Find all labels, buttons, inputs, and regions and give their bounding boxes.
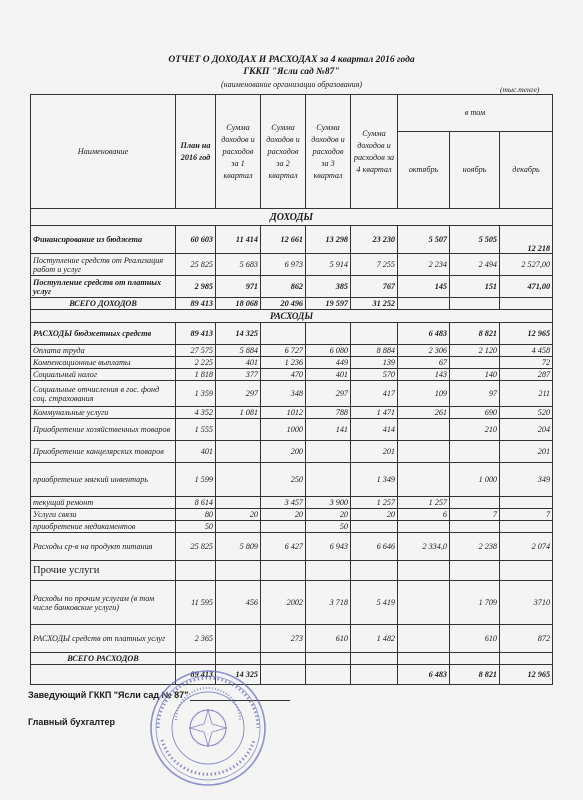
december-cell: 12 965 [500, 323, 553, 345]
december-cell: 201 [500, 441, 553, 463]
q3-cell [306, 665, 351, 685]
units-label: (тыс.тенге) [500, 85, 540, 94]
section-expenses: РАСХОДЫ [31, 310, 553, 323]
q2-cell: 250 [261, 463, 306, 497]
october-cell: 2 306 [398, 345, 450, 357]
q3-cell: 6 943 [306, 533, 351, 561]
q3-cell [306, 323, 351, 345]
december-cell: 7 [500, 509, 553, 521]
plan-cell: 89 413 [176, 665, 216, 685]
october-cell: 6 483 [398, 665, 450, 685]
q3-cell: 13 298 [306, 226, 351, 254]
q4-cell: 23 230 [351, 226, 398, 254]
q3-cell: 297 [306, 381, 351, 407]
q4-cell: 767 [351, 276, 398, 298]
october-cell: 109 [398, 381, 450, 407]
q1-cell: 14 325 [216, 323, 261, 345]
december-cell [500, 561, 553, 581]
q4-cell [351, 561, 398, 581]
q2-cell: 20 [261, 509, 306, 521]
november-cell: 1 000 [450, 463, 500, 497]
october-cell [398, 419, 450, 441]
october-cell [398, 625, 450, 653]
header-including: в том [398, 95, 553, 132]
december-cell: 4 458 [500, 345, 553, 357]
q4-cell: 1 482 [351, 625, 398, 653]
q2-cell: 2002 [261, 581, 306, 625]
plan-cell: 25 825 [176, 254, 216, 276]
november-cell: 690 [450, 407, 500, 419]
row-name-cell: Коммунальные услуги [31, 407, 176, 419]
december-cell [500, 521, 553, 533]
row-name-cell: Приобретение канцелярских товаров [31, 441, 176, 463]
october-cell: 145 [398, 276, 450, 298]
header-december: декабрь [500, 132, 553, 209]
november-cell: 8 821 [450, 323, 500, 345]
row-name-cell: Расходы по прочим услугам (в том числе банковские услуги) [31, 581, 176, 625]
q1-cell [216, 521, 261, 533]
q2-cell: 20 496 [261, 298, 306, 310]
november-cell [450, 497, 500, 509]
plan-cell: 2 985 [176, 276, 216, 298]
plan-cell: 2 225 [176, 357, 216, 369]
q4-cell: 139 [351, 357, 398, 369]
section-income: ДОХОДЫ [31, 209, 553, 226]
q2-cell: 470 [261, 369, 306, 381]
table-row [31, 254, 553, 276]
q2-cell: 3 457 [261, 497, 306, 509]
head-signature-label: Заведующий ГККП "Ясли сад № 87" [28, 690, 189, 700]
table-row [31, 419, 553, 441]
table-row [31, 226, 553, 254]
december-cell: 204 [500, 419, 553, 441]
report-title: ОТЧЕТ О ДОХОДАХ И РАСХОДАХ за 4 квартал 2016 года [168, 55, 415, 65]
plan-cell: 50 [176, 521, 216, 533]
q1-cell [216, 441, 261, 463]
table-row [31, 625, 553, 653]
table-row [31, 345, 553, 357]
q3-cell [306, 653, 351, 665]
income-expense-table [30, 94, 553, 685]
q4-cell: 31 252 [351, 298, 398, 310]
table-row [31, 357, 553, 369]
october-cell: 6 483 [398, 323, 450, 345]
table-row [31, 323, 553, 345]
row-name-cell: РАСХОДЫ бюджетных средств [31, 323, 176, 345]
q3-cell: 5 914 [306, 254, 351, 276]
december-cell: 12 218 [500, 226, 553, 254]
q4-cell: 417 [351, 381, 398, 407]
q3-cell: 3 900 [306, 497, 351, 509]
q2-cell: 6 427 [261, 533, 306, 561]
q2-cell [261, 653, 306, 665]
table-row [31, 509, 553, 521]
plan-cell [176, 653, 216, 665]
december-cell: 12 965 [500, 665, 553, 685]
row-name-cell: ВСЕГО РАСХОДОВ [31, 653, 176, 665]
row-name-cell: Социальный налог [31, 369, 176, 381]
plan-cell: 80 [176, 509, 216, 521]
q4-cell: 5 419 [351, 581, 398, 625]
q4-cell [351, 323, 398, 345]
october-cell: 2 334,0 [398, 533, 450, 561]
november-cell [450, 653, 500, 665]
october-cell [398, 441, 450, 463]
q4-cell: 7 255 [351, 254, 398, 276]
december-cell: 72 [500, 357, 553, 369]
table-row [31, 533, 553, 561]
november-cell: 151 [450, 276, 500, 298]
november-cell: 2 238 [450, 533, 500, 561]
q2-cell: 348 [261, 381, 306, 407]
december-cell: 287 [500, 369, 553, 381]
november-cell: 140 [450, 369, 500, 381]
q4-cell: 6 646 [351, 533, 398, 561]
october-cell: 143 [398, 369, 450, 381]
table-row [31, 521, 553, 533]
header-q4: Сумма доходов и расходов за 4 квартал [351, 95, 398, 209]
q2-cell: 12 661 [261, 226, 306, 254]
q4-cell [351, 521, 398, 533]
december-cell: 872 [500, 625, 553, 653]
december-cell: 520 [500, 407, 553, 419]
q1-cell: 14 325 [216, 665, 261, 685]
q4-cell: 414 [351, 419, 398, 441]
table-row [31, 463, 553, 497]
q3-cell [306, 561, 351, 581]
december-cell: 211 [500, 381, 553, 407]
q2-cell [261, 561, 306, 581]
row-name-cell: Поступление средств от Реализация работ и услуг [31, 254, 176, 276]
table-row [31, 407, 553, 419]
table-row [31, 561, 553, 581]
q4-cell: 201 [351, 441, 398, 463]
q1-cell: 11 414 [216, 226, 261, 254]
plan-cell: 27 575 [176, 345, 216, 357]
official-seal-icon [148, 668, 268, 788]
header-q3: Сумма доходов и расходов за 3 квартал [306, 95, 351, 209]
header-october: октябрь [398, 132, 450, 209]
december-cell: 349 [500, 463, 553, 497]
q2-cell: 200 [261, 441, 306, 463]
row-name-cell: Компенсационные выплаты [31, 357, 176, 369]
q4-cell: 8 884 [351, 345, 398, 357]
q2-cell: 273 [261, 625, 306, 653]
october-cell [398, 463, 450, 497]
plan-cell: 4 352 [176, 407, 216, 419]
q4-cell: 570 [351, 369, 398, 381]
table-row [31, 369, 553, 381]
q2-cell [261, 323, 306, 345]
q1-cell: 20 [216, 509, 261, 521]
table-row [31, 665, 553, 685]
q1-cell [216, 497, 261, 509]
q2-cell: 1012 [261, 407, 306, 419]
october-cell: 6 [398, 509, 450, 521]
plan-cell: 401 [176, 441, 216, 463]
november-cell: 97 [450, 381, 500, 407]
row-name-cell: Приобретение хозяйственных товаров [31, 419, 176, 441]
plan-cell: 1 818 [176, 369, 216, 381]
accountant-signature-label: Главный бухгалтер [28, 717, 116, 727]
november-cell: 1 709 [450, 581, 500, 625]
december-cell [500, 298, 553, 310]
row-name-cell: Прочие услуги [31, 561, 176, 581]
november-cell [450, 561, 500, 581]
row-name-cell: приобретение медикаментов [31, 521, 176, 533]
december-cell: 471,00 [500, 276, 553, 298]
q1-cell: 5 884 [216, 345, 261, 357]
q3-cell: 385 [306, 276, 351, 298]
q1-cell [216, 561, 261, 581]
q3-cell: 449 [306, 357, 351, 369]
q1-cell [216, 653, 261, 665]
q2-cell: 1000 [261, 419, 306, 441]
october-cell: 5 507 [398, 226, 450, 254]
plan-cell: 1 599 [176, 463, 216, 497]
row-name-cell: ВСЕГО ДОХОДОВ [31, 298, 176, 310]
november-cell [450, 521, 500, 533]
row-name-cell: текущий ремонт [31, 497, 176, 509]
q1-cell: 456 [216, 581, 261, 625]
november-cell [450, 441, 500, 463]
october-cell: 2 234 [398, 254, 450, 276]
q1-cell: 5 809 [216, 533, 261, 561]
october-cell [398, 561, 450, 581]
q3-cell: 401 [306, 369, 351, 381]
q3-cell: 141 [306, 419, 351, 441]
q1-cell: 18 068 [216, 298, 261, 310]
header-q2: Сумма доходов и расходов за 2 квартал [261, 95, 306, 209]
row-name-cell: Услуги связи [31, 509, 176, 521]
plan-cell: 11 595 [176, 581, 216, 625]
q4-cell: 1 257 [351, 497, 398, 509]
december-cell: 3710 [500, 581, 553, 625]
q3-cell: 50 [306, 521, 351, 533]
table-row [31, 581, 553, 625]
december-cell: 2 527,00 [500, 254, 553, 276]
q3-cell: 3 718 [306, 581, 351, 625]
plan-cell: 60 603 [176, 226, 216, 254]
table-row [31, 276, 553, 298]
q3-cell: 19 597 [306, 298, 351, 310]
header-november: ноябрь [450, 132, 500, 209]
november-cell: 610 [450, 625, 500, 653]
organization-caption: (наименование организации образования) [220, 80, 363, 89]
q4-cell [351, 653, 398, 665]
row-name-cell: Расходы ср-в на продукт питания [31, 533, 176, 561]
header-q1: Сумма доходов и расходов за 1 квартал [216, 95, 261, 209]
q1-cell: 5 683 [216, 254, 261, 276]
q1-cell [216, 419, 261, 441]
table-row [31, 497, 553, 509]
q4-cell: 1 471 [351, 407, 398, 419]
q2-cell: 6 727 [261, 345, 306, 357]
plan-cell: 8 614 [176, 497, 216, 509]
row-name-cell: Финансирование из бюджета [31, 226, 176, 254]
plan-cell: 89 413 [176, 323, 216, 345]
table-row [31, 381, 553, 407]
q1-cell: 1 081 [216, 407, 261, 419]
december-cell: 2 074 [500, 533, 553, 561]
q2-cell: 862 [261, 276, 306, 298]
q2-cell [261, 521, 306, 533]
plan-cell [176, 561, 216, 581]
row-name-cell: Поступление средств от платных услуг [31, 276, 176, 298]
october-cell: 67 [398, 357, 450, 369]
row-name-cell: Социальные отчисления в гос. фонд соц. страхования [31, 381, 176, 407]
october-cell [398, 581, 450, 625]
q1-cell: 971 [216, 276, 261, 298]
november-cell: 2 494 [450, 254, 500, 276]
q4-cell [351, 665, 398, 685]
organization-name: ГККП "Ясли сад №87" [243, 67, 340, 77]
november-cell: 210 [450, 419, 500, 441]
plan-cell: 89 413 [176, 298, 216, 310]
row-name-cell: РАСХОДЫ средств от платных услуг [31, 625, 176, 653]
header-plan: План на 2016 год [176, 95, 216, 209]
plan-cell: 1 555 [176, 419, 216, 441]
q1-cell [216, 463, 261, 497]
november-cell: 2 120 [450, 345, 500, 357]
november-cell [450, 298, 500, 310]
table-row [31, 298, 553, 310]
q3-cell [306, 441, 351, 463]
q3-cell: 20 [306, 509, 351, 521]
december-cell [500, 653, 553, 665]
q1-cell [216, 625, 261, 653]
november-cell: 5 505 [450, 226, 500, 254]
q3-cell: 6 080 [306, 345, 351, 357]
q1-cell: 401 [216, 357, 261, 369]
table-row [31, 653, 553, 665]
q4-cell: 20 [351, 509, 398, 521]
november-cell [450, 357, 500, 369]
row-name-cell: приобретение мягкий инвентарь [31, 463, 176, 497]
october-cell [398, 653, 450, 665]
plan-cell: 25 825 [176, 533, 216, 561]
q3-cell: 610 [306, 625, 351, 653]
plan-cell: 2 365 [176, 625, 216, 653]
october-cell: 1 257 [398, 497, 450, 509]
october-cell: 261 [398, 407, 450, 419]
november-cell: 7 [450, 509, 500, 521]
december-cell [500, 497, 553, 509]
q3-cell: 788 [306, 407, 351, 419]
q4-cell: 1 349 [351, 463, 398, 497]
november-cell: 8 821 [450, 665, 500, 685]
header-name: Наименование [31, 95, 176, 209]
q2-cell: 6 973 [261, 254, 306, 276]
plan-cell: 1 359 [176, 381, 216, 407]
q1-cell: 297 [216, 381, 261, 407]
october-cell [398, 521, 450, 533]
q3-cell [306, 463, 351, 497]
row-name-cell: Оплата труда [31, 345, 176, 357]
table-row [31, 441, 553, 463]
october-cell [398, 298, 450, 310]
q2-cell: 1 236 [261, 357, 306, 369]
q1-cell: 377 [216, 369, 261, 381]
